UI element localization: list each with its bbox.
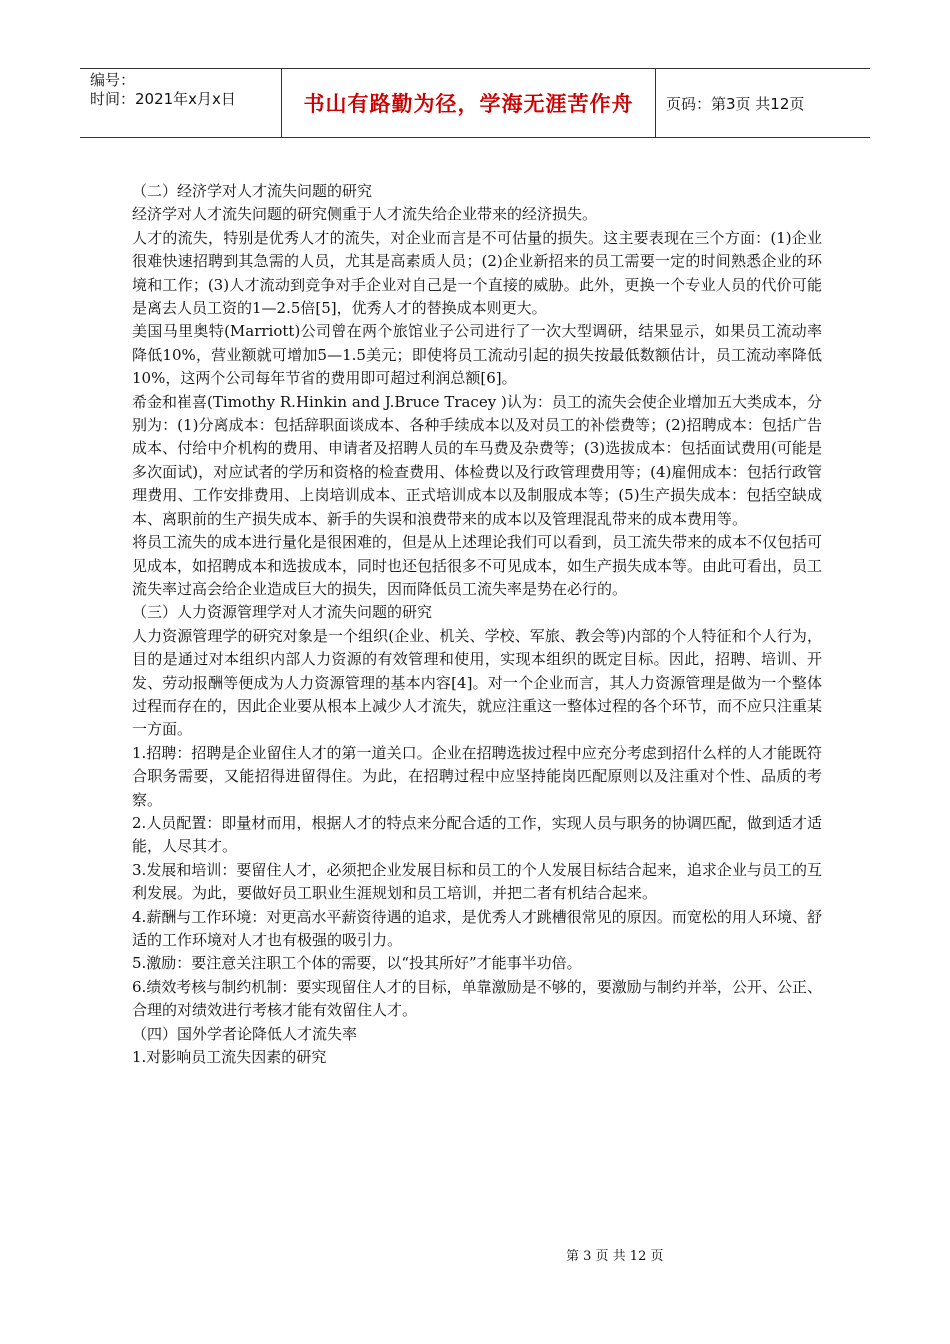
paragraph: 将员工流失的成本进行量化是很困难的，但是从上述理论我们可以看到，员工流失带来的成本不仅包括可见成本，如招聘成本和选拔成本，同时也还包括很多不可见成本，如生产损失成本等。由此可看出，员工流失率过高会给企业造成巨大的损失，因而降低员工流失率是势在必行的。	[132, 533, 823, 598]
paragraph: 希金和崔喜(Timothy R.Hinkin and J.Bruce Tracey )认为：员工的流失会使企业增加五大类成本，分别为：(1)分离成本：包括辞职面谈成本、各种手续成本以及对员工的补偿费等；(2)招聘成本：包括广告成本、付给中介机构的费用、申请者及招聘人员的车马费及杂费等；(3)选拔成本：包括面试费用(可能是多次面试)，对应试者的学历和资格的检查费用、体检费以及行政管理费用等；(4)雇佣成本：包括行政管理费用、工作安排费用、上岗培训成本、正式培训成本以及制服成本等；(5)生产损失成本：包括空缺成本、离职前的生产损失成本、新手的失误和浪费带来的成本以及管理混乱带来的成本费用等。	[132, 392, 822, 528]
number-label: 编号：	[90, 71, 136, 89]
list-item: 5.激励：要注意关注职工个体的需要，以“投其所好”才能事半功倍。	[132, 954, 582, 973]
header-meta	[80, 69, 282, 137]
list-item: 6.绩效考核与制约机制：要实现留住人才的目标，单靠激励是不够的，要激励与制约并举，公开、公正、合理的对绩效进行考核才能有效留住人才。	[132, 977, 822, 1020]
time-label: 时间：2021年x月x日	[90, 90, 236, 108]
section-heading: （二）经济学对人才流失问题的研究	[132, 182, 373, 200]
header-page-info: 页码：第3页 共12页	[666, 94, 805, 113]
header-motto: 书山有路勤为径，学海无涯苦作舟	[282, 69, 656, 137]
paragraph: 美国马里奥特(Marriott)公司曾在两个旅馆业子公司进行了一次大型调研，结果显示，如果员工流动率降低10%，营业额就可增加5—1.5美元；即使将员工流动引起的损失按最低数额估计，员工流动率降低10%，这两个公司每年节省的费用即可超过利润总额[6]。	[132, 322, 822, 388]
paragraph: 经济学对人才流失问题的研究侧重于人才流失给企业带来的经济损失。	[132, 205, 598, 224]
page-header	[80, 68, 870, 138]
list-item: 4.薪酬与工作环境：对更高水平薪资待遇的追求，是优秀人才跳槽很常见的原因。而宽松的用人环境、舒适的工作环境对人才也有极强的吸引力。	[132, 907, 822, 949]
paragraph: 人力资源管理学的研究对象是一个组织(企业、机关、学校、军旅、教会等)内部的个人特征和个人行为，目的是通过对本组织内部人力资源的有效管理和使用，实现本组织的既定目标。因此，招聘、培训、开发、劳动报酬等便成为人力资源管理的基本内容[4]。对一个企业而言，其人力资源管理是做为一个整体过程而存在的，因此企业要从根本上减少人才流失，就应注重这一整体过程的各个环节，而不应只注重某一方面。	[132, 626, 823, 739]
paragraph: 人才的流失，特别是优秀人才的流失，对企业而言是不可估量的损失。这主要表现在三个方面：(1)企业很难快速招聘到其急需的人员，尤其是高素质人员；(2)企业新招来的员工需要一定的时间熟悉企业的环境和工作；(3)人才流动到竞争对手企业对自己是一个直接的威胁。此外，更换一个专业人员的代价可能是离去人员工资的1—2.5倍[5]，优秀人才的替换成本则更大。	[132, 228, 822, 318]
document-body	[132, 180, 822, 1069]
list-item: 1.招聘：招聘是企业留住人才的第一道关口。企业在招聘选拔过程中应充分考虑到招什么样的人才能既符合职务需要，又能招得进留得住。为此，在招聘过程中应坚持能岗匹配原则以及注重对个性、品质的考察。	[132, 743, 822, 809]
list-item: 2.人员配置：即量材而用，根据人才的特点来分配合适的工作，实现人员与职务的协调匹配，做到适才适能，人尽其才。	[132, 813, 822, 856]
section-heading: （三）人力资源管理学对人才流失问题的研究	[132, 603, 433, 622]
paragraph: 1.对影响员工流失因素的研究	[132, 1048, 327, 1067]
section-heading: （四）国外学者论降低人才流失率	[132, 1024, 358, 1043]
list-item: 3.发展和培训：要留住人才，必须把企业发展目标和员工的个人发展目标结合起来，追求企业与员工的互利发展。为此，要做好员工职业生涯规划和员工培训，并把二者有机结合起来。	[132, 860, 822, 903]
page-footer: 第 3 页 共 12 页	[566, 1249, 664, 1264]
